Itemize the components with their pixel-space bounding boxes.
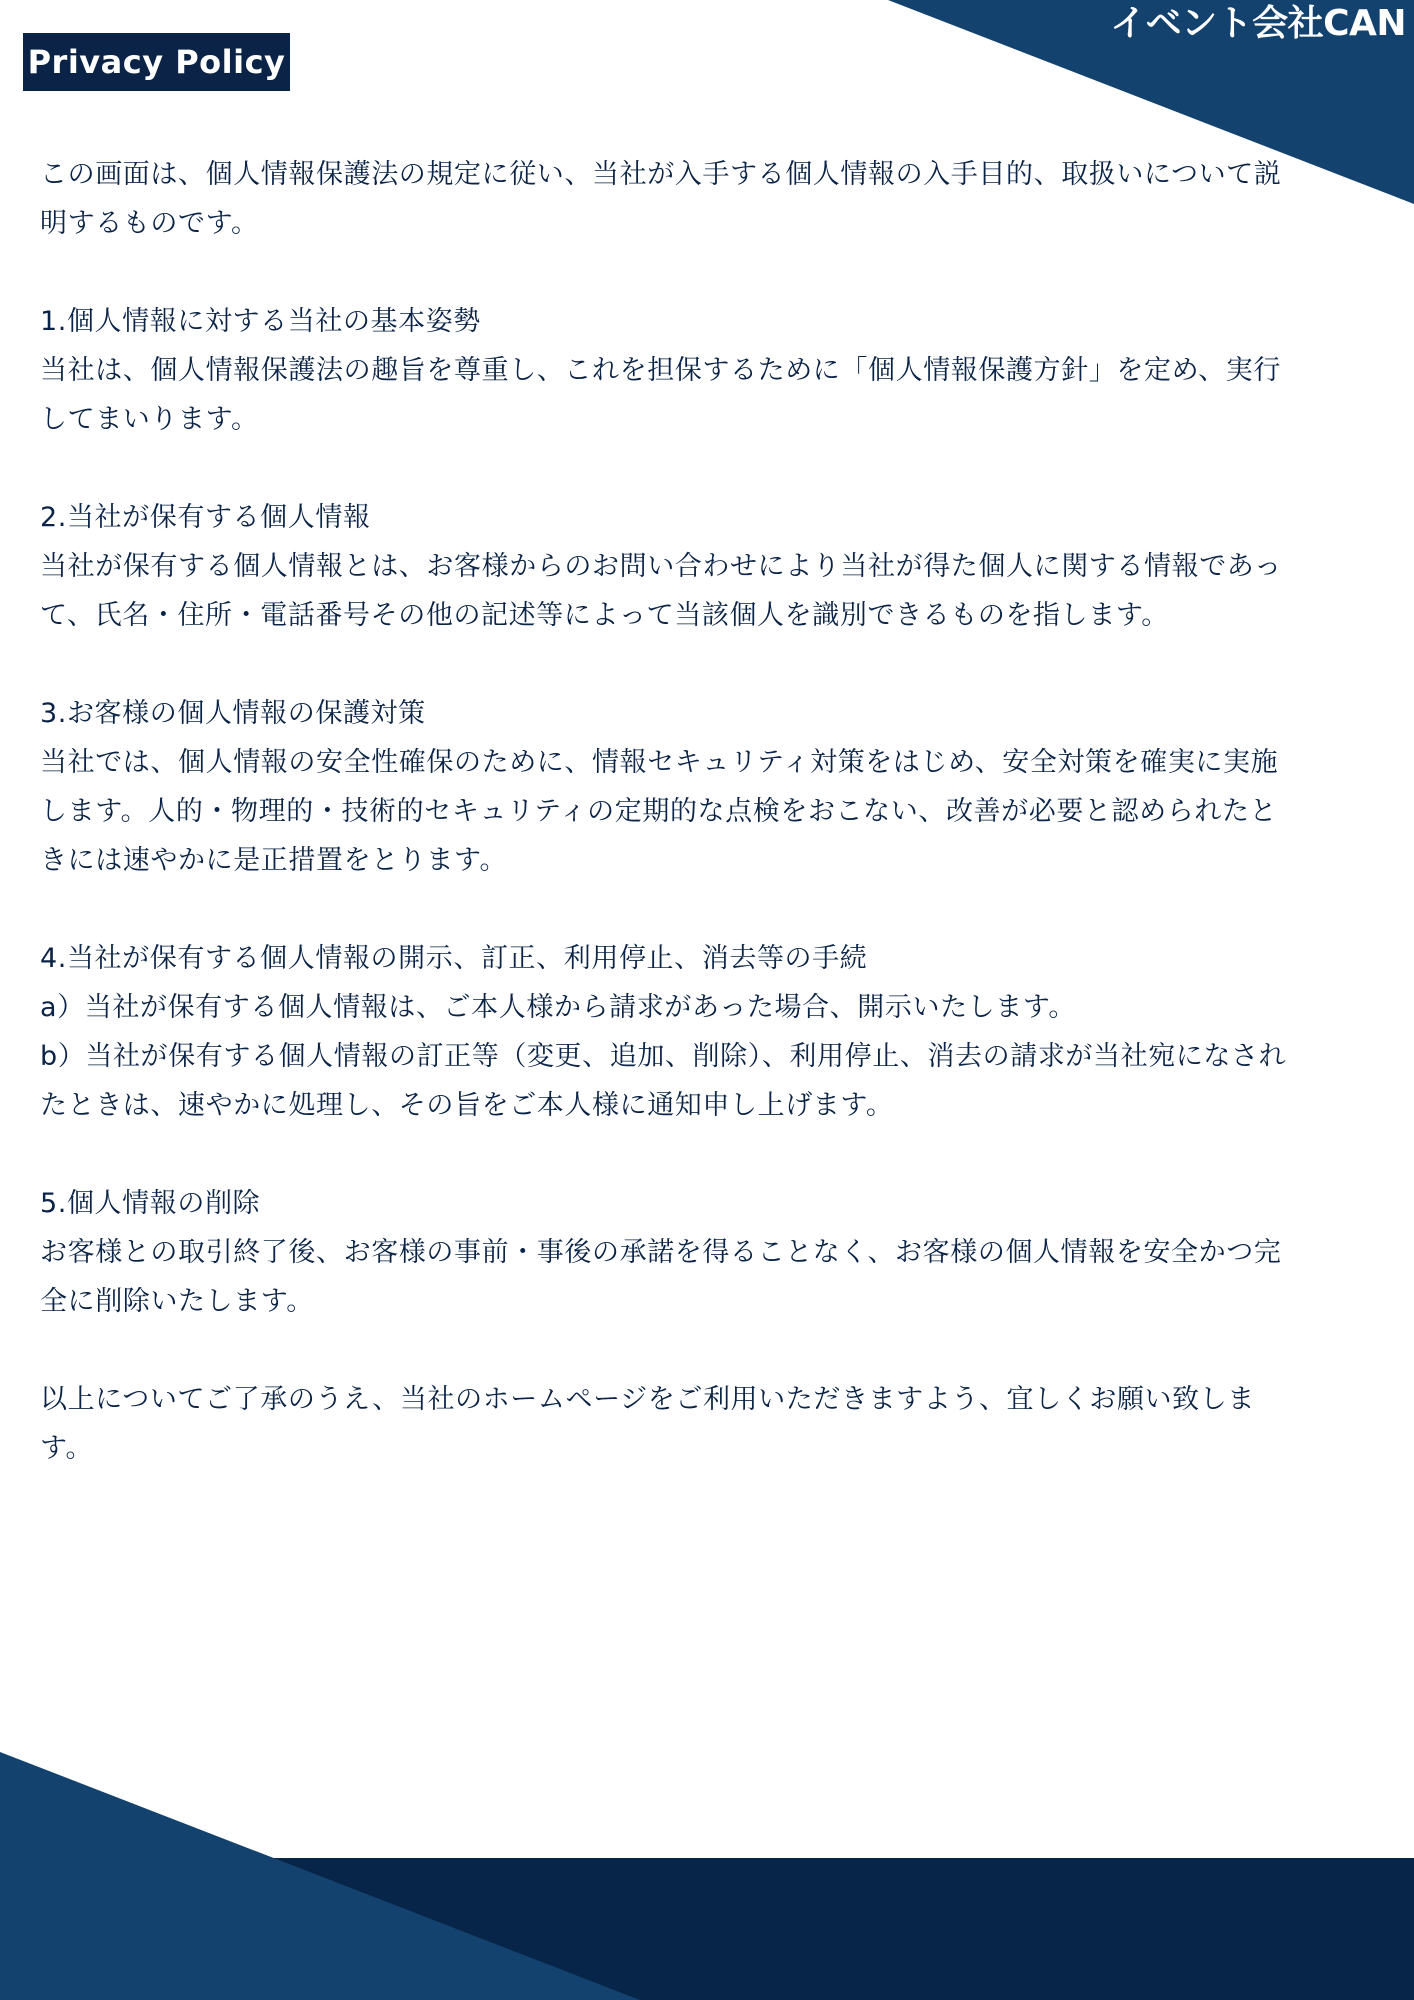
section-heading: 3.お客様の個人情報の保護対策 [40,698,426,729]
section-text: 当社が保有する個人情報とは、お客様からのお問い合わせにより当社が得た個人に関する情報であって、氏名・住所・電話番号その他の記述等によって当該個人を識別できるものを指します。 [40,551,1282,631]
section-1 [40,297,1290,444]
intro-paragraph: この画面は、個人情報保護法の規定に従い、当社が入手する個人情報の入手目的、取扱いについて説明するものです。 [40,159,1282,239]
company-name: イベント会社CAN [1110,3,1406,44]
section-5 [40,1179,1290,1326]
section-heading: 5.個人情報の削除 [40,1188,261,1219]
section-heading: 1.個人情報に対する当社の基本姿勢 [40,306,481,337]
section-heading: 2.当社が保有する個人情報 [40,502,371,533]
section-text: 当社は、個人情報保護法の趣旨を尊重し、これを担保するために「個人情報保護方針」を定め、実行してまいります。 [40,355,1281,435]
policy-content [40,150,1290,1522]
bottom-decoration [0,1740,1414,2000]
section-heading: 4.当社が保有する個人情報の開示、訂正、利用停止、消去等の手続 [40,943,868,974]
section-item-b: b）当社が保有する個人情報の訂正等（変更、追加、削除）、利用停止、消去の請求が当社宛になされたときは、速やかに処理し、その旨をご本人様に通知申し上げます。 [40,1041,1287,1121]
section-item-a: a）当社が保有する個人情報は、ご本人様から請求があった場合、開示いたします。 [40,992,1076,1023]
section-text: お客様との取引終了後、お客様の事前・事後の承諾を得ることなく、お客様の個人情報を安全かつ完全に削除いたします。 [40,1237,1282,1317]
closing-paragraph: 以上についてご了承のうえ、当社のホームページをご利用いただきますよう、宜しくお願い致します。 [40,1384,1255,1464]
section-2 [40,493,1290,640]
privacy-policy-badge: Privacy Policy [23,33,290,91]
section-text: 当社では、個人情報の安全性確保のために、情報セキュリティ対策をはじめ、安全対策を確実に実施します。人的・物理的・技術的セキュリティの定期的な点検をおこない、改善が必要と認められたときには速やかに是正措置をとります。 [40,747,1279,876]
section-4 [40,934,1290,1130]
section-3 [40,689,1290,885]
